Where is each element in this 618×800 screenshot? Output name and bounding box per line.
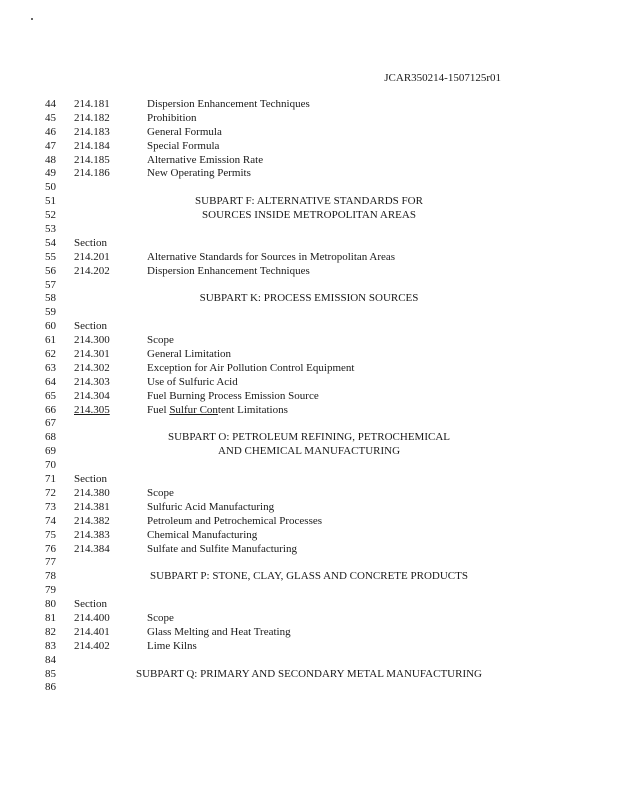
line-number: 74 — [45, 514, 56, 527]
line-number: 51 — [45, 195, 56, 208]
document-line — [0, 543, 618, 557]
document-line — [0, 126, 618, 140]
line-number: 79 — [45, 584, 56, 597]
scan-speck — [31, 18, 33, 20]
document-line — [0, 404, 618, 418]
section-number: Section — [74, 236, 107, 249]
line-number: 70 — [45, 459, 56, 472]
document-line — [0, 584, 618, 598]
section-title: Lime Kilns — [147, 639, 197, 652]
line-number: 85 — [45, 667, 56, 680]
section-number: 214.182 — [74, 111, 110, 124]
section-number: 214.301 — [74, 348, 110, 361]
line-number: 46 — [45, 125, 56, 138]
section-title: Fuel Burning Process Emission Source — [147, 389, 319, 402]
section-number: 214.184 — [74, 139, 110, 152]
section-title: Exception for Air Pollution Control Equipment — [147, 361, 355, 374]
subpart-heading-line — [0, 445, 618, 459]
section-title: Dispersion Enhancement Techniques — [147, 98, 310, 110]
line-number: 66 — [45, 403, 56, 416]
section-number: 214.302 — [74, 361, 110, 374]
document-line — [0, 556, 618, 570]
section-number: 214.402 — [74, 639, 110, 652]
line-number: 68 — [45, 431, 56, 444]
section-title — [147, 404, 288, 418]
section-number: 214.181 — [74, 98, 110, 110]
document-line — [0, 362, 618, 376]
section-title-part: tent Limitations — [217, 403, 288, 416]
section-number: 214.305 — [74, 403, 110, 416]
line-number: 69 — [45, 445, 56, 458]
section-number: Section — [74, 320, 107, 333]
section-title: New Operating Permits — [147, 167, 251, 180]
subpart-heading: SUBPART F: ALTERNATIVE STANDARDS FOR — [195, 195, 423, 208]
line-number: 78 — [45, 570, 56, 583]
section-title-underlined: Sulfur Con — [169, 403, 218, 416]
section-title-part: Fuel — [147, 403, 170, 416]
subpart-heading-line — [0, 431, 618, 445]
subpart-heading: SUBPART Q: PRIMARY AND SECONDARY METAL MANUFACTURING — [135, 667, 483, 680]
document-line — [0, 237, 618, 251]
subpart-heading: SOURCES INSIDE METROPOLITAN AREAS — [202, 209, 416, 222]
document-line — [0, 626, 618, 640]
subpart-heading-line — [0, 195, 618, 209]
document-line — [0, 376, 618, 390]
document-line — [0, 98, 618, 112]
section-title: Use of Sulfuric Acid — [147, 375, 238, 388]
section-number: 214.186 — [74, 167, 110, 180]
section-title: General Limitation — [147, 348, 231, 361]
line-number: 84 — [45, 653, 56, 666]
document-line — [0, 459, 618, 473]
document-line — [0, 612, 618, 626]
line-number: 65 — [45, 389, 56, 402]
line-number: 80 — [45, 598, 56, 611]
section-title: Sulfate and Sulfite Manufacturing — [147, 542, 297, 555]
subpart-heading-line — [0, 668, 618, 682]
section-number: 214.304 — [74, 389, 110, 402]
document-line — [0, 265, 618, 279]
line-number: 54 — [45, 236, 56, 249]
section-title: Alternative Emission Rate — [147, 153, 264, 166]
line-list — [0, 98, 618, 695]
section-title: Chemical Manufacturing — [147, 528, 258, 541]
section-number: 214.183 — [74, 125, 110, 138]
document-line — [0, 334, 618, 348]
line-number: 81 — [45, 611, 56, 624]
section-title: Alternative Standards for Sources in Metropolitan Areas — [147, 250, 396, 263]
line-number: 71 — [45, 473, 56, 486]
document-line — [0, 501, 618, 515]
line-number: 47 — [45, 139, 56, 152]
document-line — [0, 223, 618, 237]
section-number: 214.382 — [74, 514, 110, 527]
subpart-heading: SUBPART O: PETROLEUM REFINING, PETROCHEMICAL — [167, 431, 450, 444]
document-line — [0, 279, 618, 293]
section-number: 214.380 — [74, 486, 110, 499]
document-line — [0, 681, 618, 695]
section-title: Special Formula — [147, 139, 220, 152]
line-number: 67 — [45, 417, 56, 430]
section-number: 214.401 — [74, 625, 110, 638]
line-number: 55 — [45, 250, 56, 263]
document-line — [0, 306, 618, 320]
document-line — [0, 529, 618, 543]
section-number: 214.400 — [74, 611, 110, 624]
line-number: 61 — [45, 334, 56, 347]
document-line — [0, 140, 618, 154]
section-number: 214.383 — [74, 528, 110, 541]
document-line — [0, 390, 618, 404]
line-number: 77 — [45, 556, 56, 569]
line-number: 82 — [45, 625, 56, 638]
section-title: Prohibition — [147, 111, 197, 124]
section-number: Section — [74, 473, 107, 486]
document-line — [0, 348, 618, 362]
line-number: 59 — [45, 306, 56, 319]
section-number: 214.185 — [74, 153, 110, 166]
line-number: 63 — [45, 361, 56, 374]
section-number: Section — [74, 598, 107, 611]
document-id: JCAR350214-1507125r01 — [384, 72, 501, 84]
document-line — [0, 417, 618, 431]
line-number: 50 — [45, 181, 56, 194]
document-line — [0, 654, 618, 668]
line-number: 49 — [45, 167, 56, 180]
section-number: 214.303 — [74, 375, 110, 388]
document-line — [0, 487, 618, 501]
section-number: 214.300 — [74, 334, 110, 347]
section-title: Glass Melting and Heat Treating — [147, 625, 291, 638]
line-number: 53 — [45, 223, 56, 236]
section-title: Dispersion Enhancement Techniques — [147, 264, 310, 277]
section-title: Sulfuric Acid Manufacturing — [147, 500, 275, 513]
section-number: 214.202 — [74, 264, 110, 277]
section-title: Petroleum and Petrochemical Processes — [147, 514, 323, 527]
document-line — [0, 640, 618, 654]
document-line — [0, 154, 618, 168]
document-line — [0, 473, 618, 487]
line-number: 44 — [45, 98, 56, 110]
line-number: 86 — [45, 681, 56, 694]
line-number: 58 — [45, 292, 56, 305]
document-line — [0, 181, 618, 195]
line-number: 45 — [45, 111, 56, 124]
line-number: 73 — [45, 500, 56, 513]
line-number: 52 — [45, 209, 56, 222]
document-line — [0, 320, 618, 334]
section-number: 214.381 — [74, 500, 110, 513]
document-line — [0, 112, 618, 126]
line-number: 62 — [45, 348, 56, 361]
line-number: 83 — [45, 639, 56, 652]
subpart-heading: SUBPART K: PROCESS EMISSION SOURCES — [199, 292, 419, 305]
line-number: 75 — [45, 528, 56, 541]
line-number: 64 — [45, 375, 56, 388]
section-number: 214.384 — [74, 542, 110, 555]
line-number: 60 — [45, 320, 56, 333]
line-number: 48 — [45, 153, 56, 166]
subpart-heading-line — [0, 209, 618, 223]
subpart-heading: SUBPART P: STONE, CLAY, GLASS AND CONCRETE PRODUCTS — [150, 570, 468, 583]
section-title: General Formula — [147, 125, 222, 138]
line-number: 72 — [45, 486, 56, 499]
document-line — [0, 598, 618, 612]
section-title: Scope — [147, 486, 174, 499]
section-title: Scope — [147, 611, 174, 624]
document-line — [0, 167, 618, 181]
line-number: 57 — [45, 278, 56, 291]
line-number: 76 — [45, 542, 56, 555]
document-line — [0, 515, 618, 529]
section-number: 214.201 — [74, 250, 110, 263]
document-line — [0, 251, 618, 265]
subpart-heading: AND CHEMICAL MANUFACTURING — [217, 445, 401, 458]
subpart-heading-line — [0, 570, 618, 584]
section-title: Scope — [147, 334, 174, 347]
subpart-heading-line — [0, 292, 618, 306]
line-number: 56 — [45, 264, 56, 277]
